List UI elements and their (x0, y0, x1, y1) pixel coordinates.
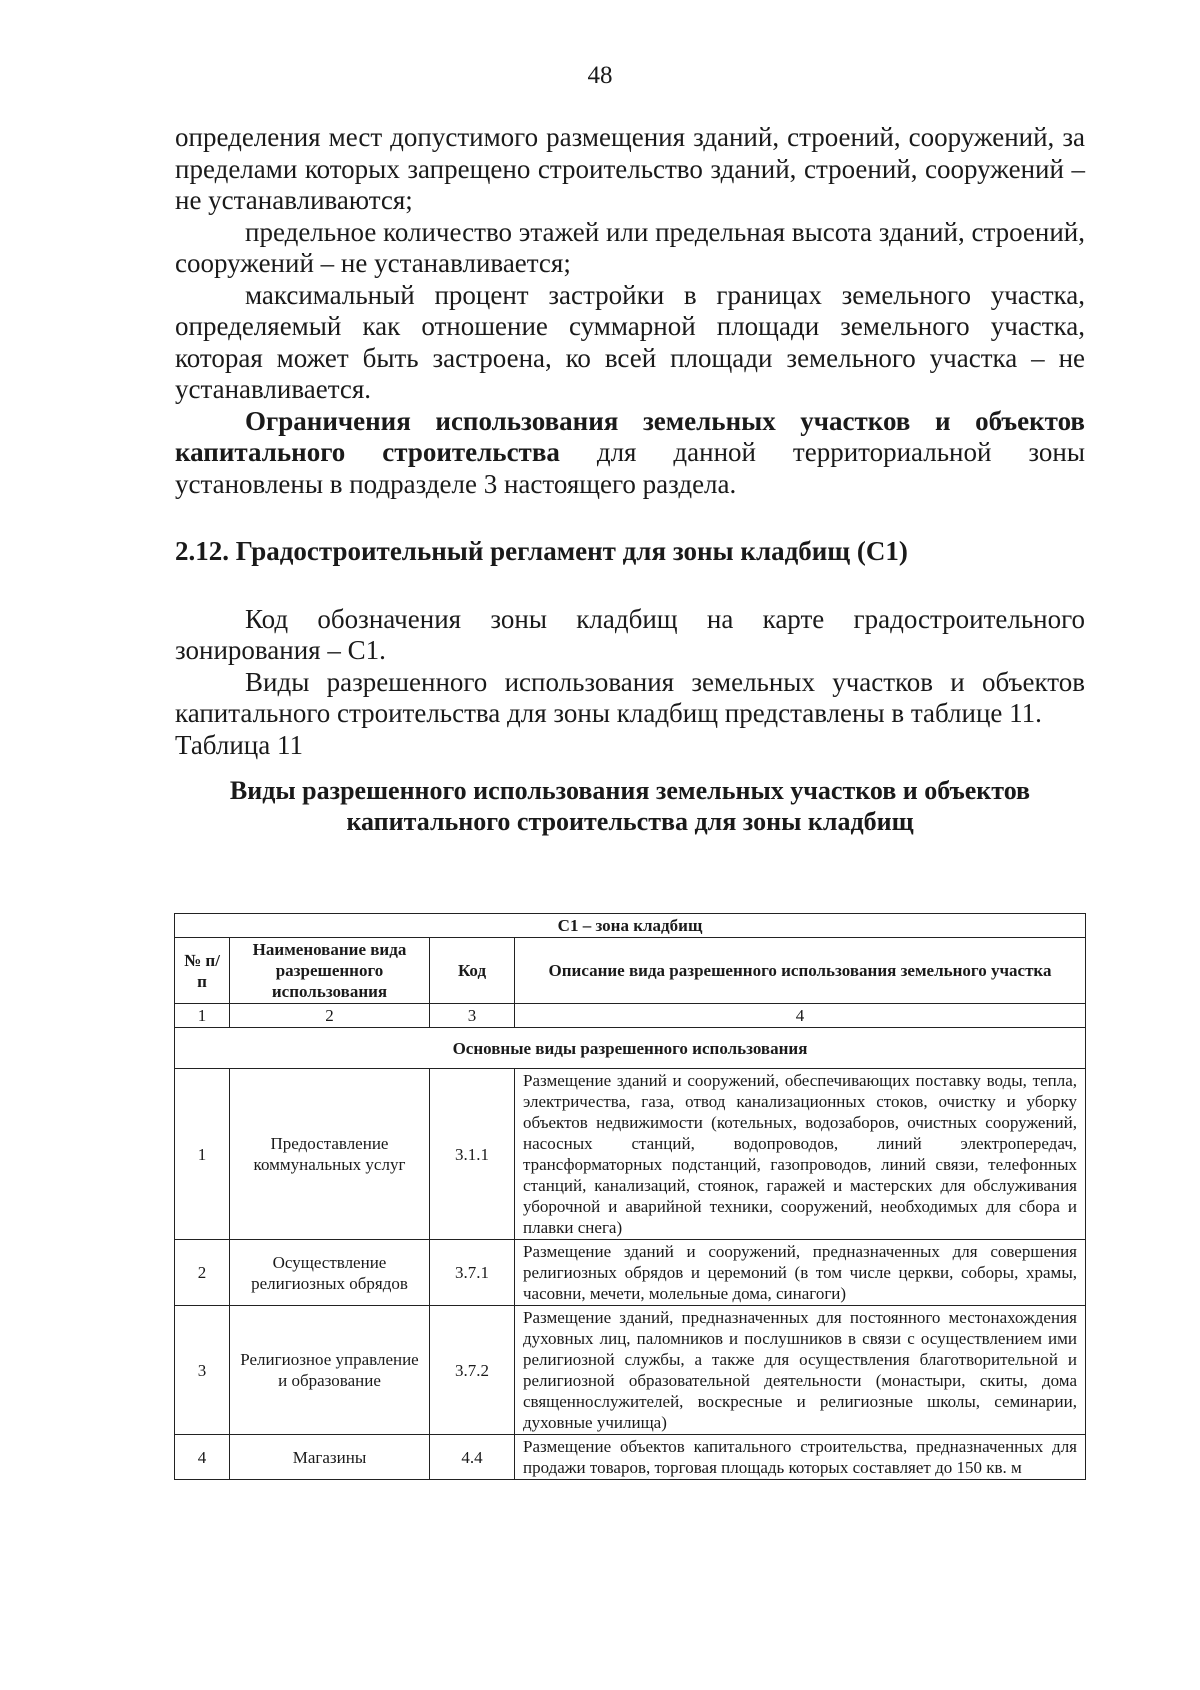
use-description: Размещение зданий и сооружений, предназначенных для совершения религиозных обрядов и церемоний (в том числе церкви, соборы, храмы, часовни, мечети, молельные дома, синагоги) (515, 1240, 1086, 1306)
table-row (175, 1435, 1086, 1480)
page-number: 48 (587, 62, 613, 89)
row-number: 1 (175, 1069, 230, 1240)
zone-header-row (175, 914, 1086, 938)
restrictions-bold: Ограничения использования земельных участков и объектов капитального строительства (175, 405, 1085, 467)
use-description: Размещение зданий и сооружений, обеспечивающих поставку воды, тепла, электричества, газа, отвод канализационных стоков, очистку и уборку объектов недвижимости (котельных, водозаборов, очистных сооружений, насосных станций, водопроводов, линий электропередач, трансформаторных подстанций, газопроводов, линий связи, телефонных станций, канализаций, стоянок, гаражей и мастерских для обслуживания уборочной и аварийной техники, сооружений, необходимых для сбора и плавки снега) (515, 1069, 1086, 1240)
restrictions-text: для данной территориальной зоны установлены в подразделе 3 настоящего раздела. (175, 437, 1085, 499)
row-number: 2 (175, 1240, 230, 1306)
use-code: 3.7.1 (430, 1240, 515, 1306)
row-number: 4 (175, 1435, 230, 1480)
column-number: 4 (515, 1004, 1086, 1028)
use-name: Магазины (230, 1435, 430, 1480)
paragraph: определения мест допустимого размещения зданий, строений, сооружений, за пределами которых запрещено строительство зданий, строений, сооружений – не устанавливаются; (175, 122, 1085, 215)
use-description: Размещение зданий, предназначенных для постоянного местонахождения духовных лиц, паломников и послушников в связи с осуществлением ими религиозной службы, а также для осуществления благотворительной и религиозной образовательной деятельности (монастыри, скиты, дома священнослужителей, воскресные и религиозные школы, семинарии, духовные училища) (515, 1306, 1086, 1435)
row-number: 3 (175, 1306, 230, 1435)
column-header: Наименование вида разрешенного использования (230, 938, 430, 1004)
column-number: 3 (430, 1004, 515, 1028)
use-code: 3.7.2 (430, 1306, 515, 1435)
use-name: Предоставление коммунальных услуг (230, 1069, 430, 1240)
column-number: 2 (230, 1004, 430, 1028)
column-header-row (175, 938, 1086, 1004)
use-code: 3.1.1 (430, 1069, 515, 1240)
use-name: Религиозное управление и образование (230, 1306, 430, 1435)
zone-header: С1 – зона кладбищ (175, 914, 1086, 938)
use-description: Размещение объектов капитального строительства, предназначенных для продажи товаров, торговая площадь которых составляет до 150 кв. м (515, 1435, 1086, 1480)
section-heading: 2.12. Градостроительный регламент для зоны кладбищ (С1) (175, 536, 908, 566)
document-body (175, 122, 1085, 837)
use-code: 4.4 (430, 1435, 515, 1480)
column-header: Код (430, 938, 515, 1004)
table-row (175, 1069, 1086, 1240)
permitted-uses-table (174, 913, 1086, 1480)
section-row (175, 1028, 1086, 1069)
column-header: Описание вида разрешенного использования земельного участка (515, 938, 1086, 1004)
column-number-row (175, 1004, 1086, 1028)
column-header: № п/п (175, 938, 230, 1004)
paragraph: предельное количество этажей или предельная высота зданий, строений, сооружений – не устанавливается; (175, 216, 1085, 278)
table-row (175, 1306, 1086, 1435)
table-caption: Таблица 11 (175, 729, 303, 760)
table-row (175, 1240, 1086, 1306)
column-number: 1 (175, 1004, 230, 1028)
section-label: Основные виды разрешенного использования (175, 1028, 1086, 1069)
paragraph: Виды разрешенного использования земельных участков и объектов капитального строительства для зоны кладбищ представлены в таблице 11. (175, 666, 1085, 728)
paragraph: максимальный процент застройки в границах земельного участка, определяемый как отношение суммарной площади земельного участка, которая может быть застроена, ко всей площади земельного участка – не устанавливается. (175, 279, 1085, 404)
restrictions-paragraph (175, 406, 1085, 501)
use-name: Осуществление религиозных обрядов (230, 1240, 430, 1306)
table-title: Виды разрешенного использования земельных участков и объектов капитального строительства для зоны кладбищ (229, 776, 1031, 836)
paragraph: Код обозначения зоны кладбищ на карте градостроительного зонирования – С1. (175, 603, 1085, 665)
